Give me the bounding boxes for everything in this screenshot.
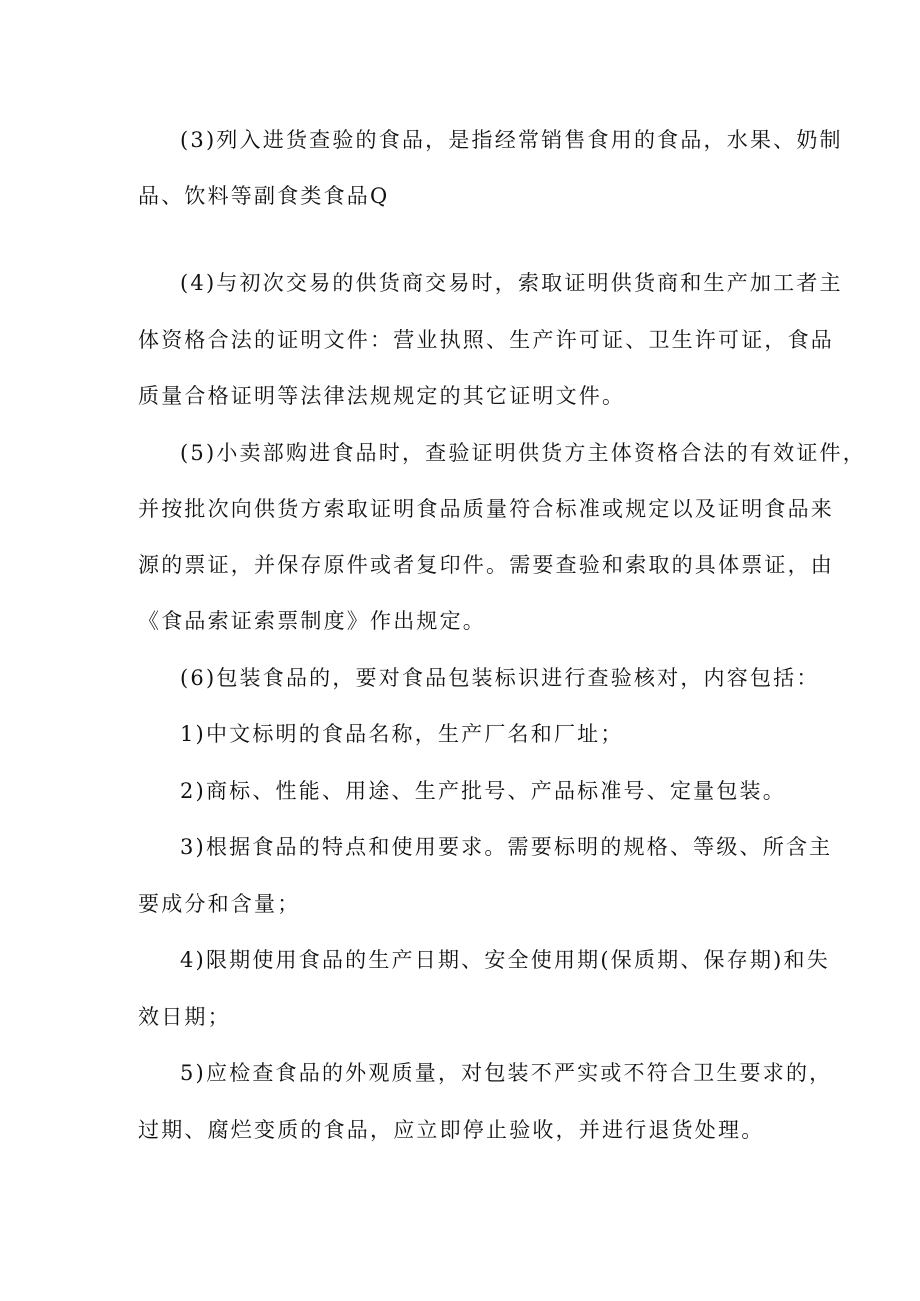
item-3-line-2: 要成分和含量；	[138, 892, 301, 916]
item-2-line: 2)商标、性能、用途、生产批号、产品标准号、定量包装。	[180, 779, 786, 803]
item-3-line-1: 3)根据食品的特点和使用要求。需要标明的规格、等级、所含主	[180, 835, 833, 859]
item-5-line-1: 5)应检查食品的外观质量，对包装不严实或不符合卫生要求的，	[180, 1061, 833, 1085]
paragraph-5-line-3: 源的票证，并保存原件或者复印件。需要查验和索取的具体票证，由	[138, 553, 834, 577]
paragraph-4-line-3: 质量合格证明等法律法规规定的其它证明文件。	[138, 384, 626, 408]
paragraph-5-line-2: 并按批次向供货方索取证明食品质量符合标准或规定以及证明食品来	[138, 497, 834, 521]
item-4-line-2: 效日期；	[138, 1005, 231, 1029]
paragraph-4-line-1: (4)与初次交易的供货商交易时，索取证明供货商和生产加工者主	[180, 271, 843, 295]
item-5-line-2: 过期、腐烂变质的食品，应立即停止验收，并进行退货处理。	[138, 1118, 765, 1142]
paragraph-3-line-1: (3)列入进货查验的食品，是指经常销售食用的食品，水果、奶制	[180, 128, 843, 152]
paragraph-5-line-4: 《食品索证索票制度》作出规定。	[138, 609, 486, 633]
paragraph-6-line-1: (6)包装食品的，要对食品包装标识进行查验核对，内容包括：	[180, 666, 820, 690]
paragraph-4-line-2: 体资格合法的证明文件：营业执照、生产许可证、卫生许可证，食品	[138, 328, 834, 352]
paragraph-3-line-2: 品、饮料等副食类食品Q	[138, 184, 390, 208]
item-1-line: 1)中文标明的食品名称，生产厂名和厂址；	[180, 722, 624, 746]
item-4-line-1: 4)限期使用食品的生产日期、安全使用期(保质期、保存期)和失	[180, 948, 830, 972]
paragraph-5-line-1: (5)小卖部购进食品时，查验证明供货方主体资格合法的有效证件，	[180, 441, 866, 465]
